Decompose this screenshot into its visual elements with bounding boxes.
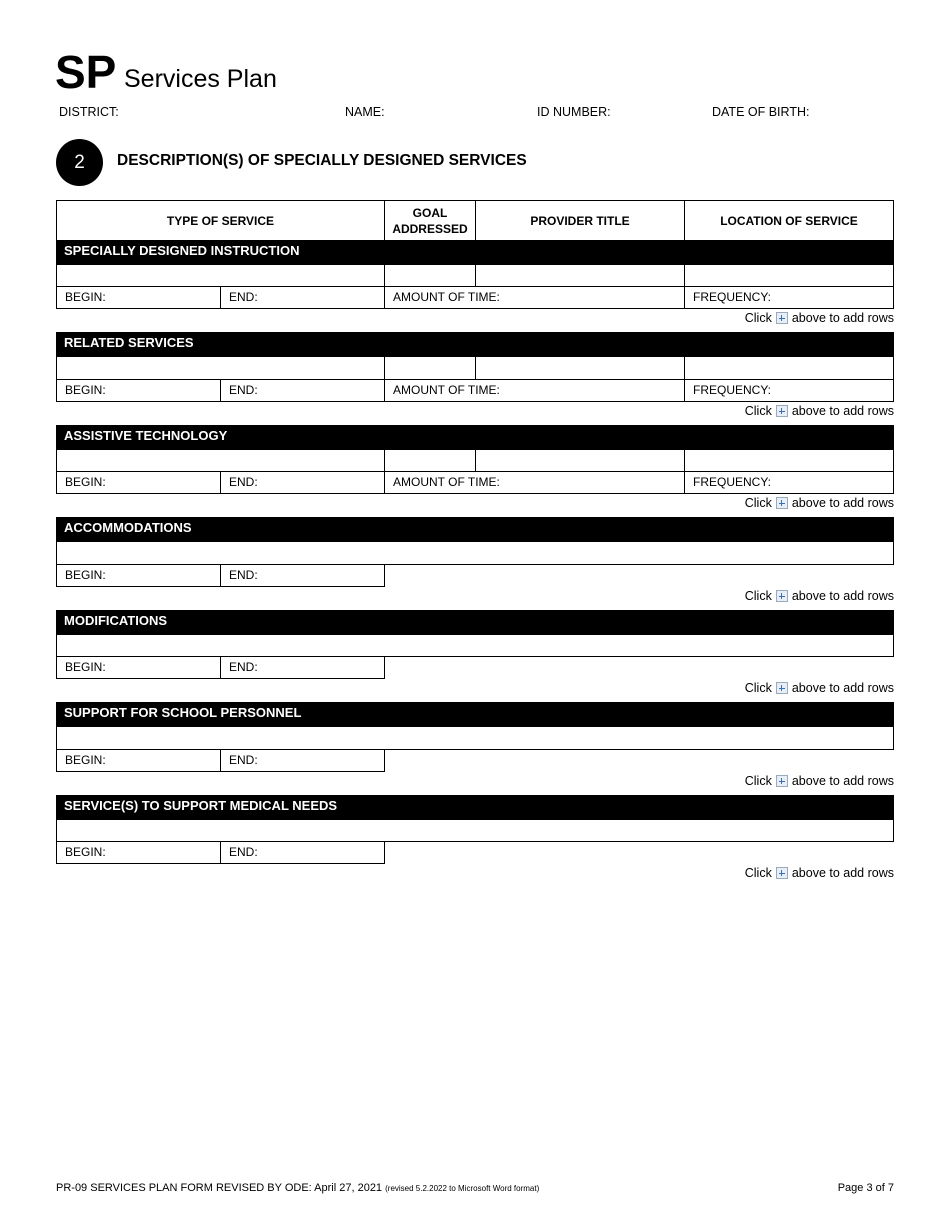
section-title: DESCRIPTION(S) OF SPECIALLY DESIGNED SERVICES: [117, 152, 527, 169]
sdi-end-field[interactable]: [220, 286, 385, 309]
plus-icon[interactable]: [776, 867, 788, 879]
plus-icon[interactable]: [776, 775, 788, 787]
section-bar-sdi: [56, 240, 894, 264]
add-rows-hint: [745, 404, 894, 418]
add-rows-click-text: Click: [744, 589, 772, 603]
sdi-goal-input[interactable]: [384, 264, 476, 287]
assistive-amount-field[interactable]: [384, 471, 685, 494]
section-bar-accommodations: [56, 517, 894, 541]
related-amount-field[interactable]: [384, 379, 685, 402]
sdi-provider-input[interactable]: [475, 264, 685, 287]
assistive-type-input[interactable]: [56, 449, 385, 472]
related-location-input[interactable]: [684, 356, 894, 380]
amount-label: AMOUNT OF TIME:: [393, 290, 500, 304]
add-rows-rest-text: above to add rows: [791, 404, 894, 418]
section-label-modifications: MODIFICATIONS: [64, 613, 168, 628]
section-label-medical: SERVICE(S) TO SUPPORT MEDICAL NEEDS: [64, 798, 338, 813]
end-label: END:: [229, 845, 258, 859]
plus-icon[interactable]: [776, 590, 788, 602]
section-bar-assistive: [56, 425, 894, 449]
amount-label: AMOUNT OF TIME:: [393, 383, 500, 397]
section-label-assistive: ASSISTIVE TECHNOLOGY: [64, 428, 228, 443]
modifications-input[interactable]: [56, 634, 894, 657]
related-frequency-field[interactable]: [684, 379, 894, 402]
accommodations-end-field[interactable]: [220, 564, 385, 587]
end-label: END:: [229, 568, 258, 582]
add-rows-rest-text: above to add rows: [791, 681, 894, 695]
sdi-begin-field[interactable]: [56, 286, 221, 309]
accommodations-begin-field[interactable]: [56, 564, 221, 587]
add-rows-hint: [745, 681, 894, 695]
add-rows-click-text: Click: [744, 681, 772, 695]
section-number: 2: [74, 151, 85, 173]
section-bar-medical: [56, 795, 894, 819]
plus-icon[interactable]: [776, 405, 788, 417]
related-end-field[interactable]: [220, 379, 385, 402]
frequency-label: FREQUENCY:: [693, 475, 772, 489]
plus-icon[interactable]: [776, 682, 788, 694]
add-rows-rest-text: above to add rows: [791, 496, 894, 510]
end-label: END:: [229, 660, 258, 674]
section-label-sdi: SPECIALLY DESIGNED INSTRUCTION: [64, 243, 300, 258]
add-rows-click-text: Click: [744, 774, 772, 788]
assistive-location-input[interactable]: [684, 449, 894, 472]
section-bar-modifications: [56, 610, 894, 634]
begin-label: BEGIN:: [65, 568, 106, 582]
related-provider-input[interactable]: [475, 356, 685, 380]
frequency-label: FREQUENCY:: [693, 290, 772, 304]
related-goal-input[interactable]: [384, 356, 476, 380]
section-bar-related: [56, 332, 894, 356]
assistive-begin-field[interactable]: [56, 471, 221, 494]
header-provider-title: [475, 200, 685, 241]
school-personnel-input[interactable]: [56, 726, 894, 750]
add-rows-click-text: Click: [744, 311, 772, 325]
section-number-badge: [56, 139, 103, 186]
add-rows-click-text: Click: [744, 404, 772, 418]
section-bar-school-personnel: [56, 702, 894, 726]
name-label: NAME:: [345, 105, 385, 119]
medical-input[interactable]: [56, 819, 894, 842]
medical-end-field[interactable]: [220, 841, 385, 864]
add-rows-hint: [745, 589, 894, 603]
end-label: END:: [229, 475, 258, 489]
id-number-label: ID NUMBER:: [537, 105, 611, 119]
header-goal-label: GOAL ADDRESSED: [392, 205, 468, 236]
add-rows-hint: [745, 866, 894, 880]
section-label-accommodations: ACCOMMODATIONS: [64, 520, 192, 535]
section-label-related: RELATED SERVICES: [64, 335, 194, 350]
district-label: DISTRICT:: [59, 105, 119, 119]
form-title: Services Plan: [124, 65, 277, 93]
assistive-end-field[interactable]: [220, 471, 385, 494]
add-rows-rest-text: above to add rows: [791, 589, 894, 603]
begin-label: BEGIN:: [65, 475, 106, 489]
modifications-begin-field[interactable]: [56, 656, 221, 679]
header-type-of-service: [56, 200, 385, 241]
footer-form-info: [56, 1182, 539, 1194]
related-begin-field[interactable]: [56, 379, 221, 402]
sdi-frequency-field[interactable]: [684, 286, 894, 309]
form-abbreviation: SP: [55, 46, 117, 98]
sdi-location-input[interactable]: [684, 264, 894, 287]
footer-form-text: PR-09 SERVICES PLAN FORM REVISED BY ODE: April 27, 2021: [56, 1182, 383, 1194]
plus-icon[interactable]: [776, 497, 788, 509]
footer-page-number: Page 3 of 7: [837, 1182, 894, 1194]
header-type-label: TYPE OF SERVICE: [166, 213, 275, 228]
school-personnel-begin-field[interactable]: [56, 749, 221, 772]
sdi-type-input[interactable]: [56, 264, 385, 287]
frequency-label: FREQUENCY:: [693, 383, 772, 397]
section-label-school-personnel: SUPPORT FOR SCHOOL PERSONNEL: [64, 705, 302, 720]
end-label: END:: [229, 383, 258, 397]
assistive-frequency-field[interactable]: [684, 471, 894, 494]
end-label: END:: [229, 753, 258, 767]
add-rows-hint: [745, 774, 894, 788]
amount-label: AMOUNT OF TIME:: [393, 475, 500, 489]
accommodations-input[interactable]: [56, 541, 894, 565]
add-rows-hint: [745, 496, 894, 510]
add-rows-rest-text: above to add rows: [791, 311, 894, 325]
begin-label: BEGIN:: [65, 845, 106, 859]
begin-label: BEGIN:: [65, 290, 106, 304]
begin-label: BEGIN:: [65, 660, 106, 674]
plus-icon[interactable]: [776, 312, 788, 324]
related-type-input[interactable]: [56, 356, 385, 380]
begin-label: BEGIN:: [65, 753, 106, 767]
add-rows-click-text: Click: [744, 866, 772, 880]
assistive-goal-input[interactable]: [384, 449, 476, 472]
end-label: END:: [229, 290, 258, 304]
add-rows-rest-text: above to add rows: [791, 774, 894, 788]
header-location: [684, 200, 894, 241]
add-rows-hint: [745, 311, 894, 325]
header-location-label: LOCATION OF SERVICE: [720, 213, 858, 228]
header-provider-label: PROVIDER TITLE: [530, 213, 630, 228]
add-rows-click-text: Click: [744, 496, 772, 510]
dob-label: DATE OF BIRTH:: [712, 105, 810, 119]
school-personnel-end-field[interactable]: [220, 749, 385, 772]
sdi-amount-field[interactable]: [384, 286, 685, 309]
begin-label: BEGIN:: [65, 383, 106, 397]
modifications-end-field[interactable]: [220, 656, 385, 679]
assistive-provider-input[interactable]: [475, 449, 685, 472]
header-goal-addressed: [384, 200, 476, 241]
medical-begin-field[interactable]: [56, 841, 221, 864]
footer-revised-note: (revised 5.2.2022 to Microsoft Word format): [385, 1184, 540, 1193]
add-rows-rest-text: above to add rows: [791, 866, 894, 880]
